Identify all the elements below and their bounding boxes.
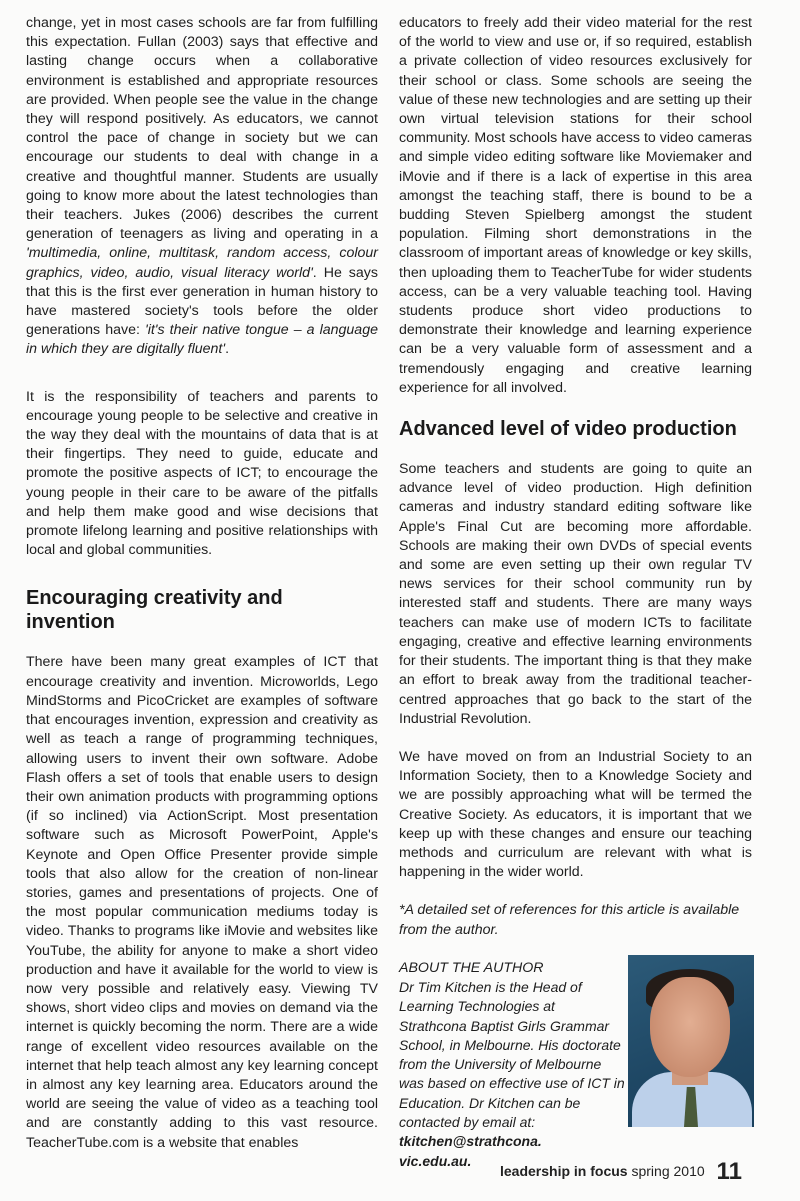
page-number: 11 [716, 1158, 742, 1185]
author-email-link[interactable]: tkitchen@strathcona. vic.edu.au [399, 1133, 542, 1169]
photo-face [650, 977, 730, 1077]
paragraph-ict-examples: There have been many great examples of ICT that encourage creativity and invention. Microworlds, Lego MindStorms and PicoCricket are examples of software that encourages invention, expression and creativity as well as teach a range of programming techniques, allowing users to invent their own software. Adobe Flash offers a set of tools that enable users to design their own animation products with programming options (if so inclined) via ActionScript. Most presentation software such as Microsoft PowerPoint, Apple's Keynote and Open Office Presenter provide simple tools that also allow for the creation of non-linear stories, games and presentations of projects. One of the most popular communication mediums today is video. Thanks to programs like iMovie and websites like YouTube, the ability for anyone to make a short video production and have it available for the world to view is now very possible and relatively easy. Viewing TV shows, short video clips and movies on demand via the internet is quickly becoming the norm. There are a wide range of excellent video resources available on the internet that help teach almost any key learning concept in almost any key learning area. Educators around the world are seeing the value of video as a teaching tool and are constantly adding to this vast resource. TeacherTube.com is a website that enables [26, 654, 378, 1151]
quote-native-tongue: 'it's their native tongue – a language in which they are digitally fluent' [26, 322, 378, 358]
references-note: *A detailed set of references for this article is available from the author. [399, 902, 740, 938]
author-bio: Dr Tim Kitchen is the Head of Learning Technologies at Strathcona Baptist Girls Grammar School, in Melbourne. His doctorate from the University of Melbourne was based on effective use of ICT in Education. Dr Kitchen can be contacted by email at: tkitchen@strathcona. vic.edu.au. [399, 978, 625, 1169]
page-footer [500, 1158, 742, 1186]
publication-name: leadership in focus [500, 1163, 628, 1179]
left-column [26, 14, 378, 1172]
heading-advanced-video-production: Advanced level of video production [399, 418, 737, 441]
paragraph-creative-society: We have moved on from an Industrial Society to an Information Society, then to a Knowledge Society and we are possibly approaching what will be termed the Creative Society. As educators, it is important that we keep up with these changes and ensure our teaching methods and curriculum are relevant with what is happening in the wider world. [399, 748, 752, 881]
quote-jukes-multimedia: 'multimedia, online, multitask, random access, colour graphics, video, audio, visual literacy world' [26, 245, 378, 281]
issue-label: spring 2010 [631, 1163, 705, 1179]
paragraph-advanced-video: Some teachers and students are going to quite an advance level of video production. High definition cameras and industry standard editing software like Apple's Final Cut are becoming more affordable. Schools are making their own DVDs of special events and some are even setting up their own regular TV news services for their school community run by interested staff and students. There are many ways teachers can make use of modern ICTs to facilitate engaging, creative and effective learning environments for their students. The important thing is that they make an effort to break away from the traditional teacher-centred approaches that go back to the start of the Industrial Revolution. [399, 461, 752, 727]
author-photo [628, 955, 754, 1127]
paragraph-responsibility: It is the responsibility of teachers and parents to encourage young people to be selective and creative in the way they deal with the mountains of data that is at their fingertips. They need to guide, educate and promote the positive aspects of ICT; to encourage the young people in their care to be aware of the pitfalls and help them make good and wise decisions that promote lifelong learning and positive relationships with local and global communities. [26, 388, 378, 559]
heading-encouraging-creativity: Encouraging creativity and invention [26, 587, 283, 634]
author-heading: ABOUT THE AUTHOR [399, 959, 544, 976]
paragraph-change: change, yet in most cases schools are far from fulfilling this expectation. Fullan (2003) says that effective and lasting change occurs when a collaborative environment is established and appropriate resources are provided. When people see the value in the change they will respond positively. As educators, we cannot control the pace of change in society but we can encourage our students to deal with change in a creative and thoughtful manner. Students are usually going to know more about the latest technologies than their teachers. Jukes (2006) describes the current generation of teenagers as living and operating in a 'multimedia, online, multitask, random access, colour graphics, video, audio, visual literacy world'. He says that this is the first ever generation in human history to have mastered society's tools before the older generations have: 'it's their native tongue – a language in which they are digitally fluent'. [26, 15, 378, 358]
paragraph-video-resources: educators to freely add their video material for the rest of the world to view and use or, if so required, establish a private collection of video resources exclusively for their school or class. Some schools are seeing the value of these new technologies and are setting up their own virtual television stations for their school community. Most schools have access to video cameras and simple video editing software like Moviemaker and iMovie and if there is a lack of expertise in this area amongst the teaching staff, there is bound to be a budding Steven Spielberg amongst the student population. Filming short demonstrations in the classroom of important areas of knowledge or key skills, then uploading them to TeacherTube for wider students access, can be a very valuable teaching tool. Having students produce short video productions to demonstrate their knowledge and learning experience can be a very valuable form of assessment and a tremendously engaging and creative learning experience for all involved. [399, 15, 752, 396]
